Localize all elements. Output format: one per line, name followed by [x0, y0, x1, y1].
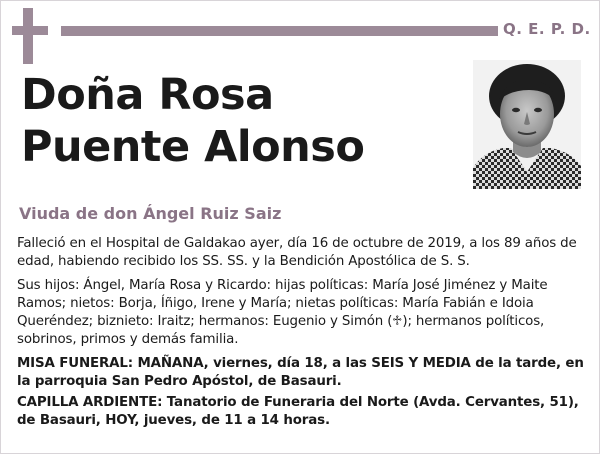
- family-list: Sus hijos: Ángel, María Rosa y Ricardo: hijas políticas: María José Jiménez y Maite Ramos; nietos: Borja, Íñigo, Irene y María; nietas políticas: María Fabián e Idoia Queréndez; biznieto: Iraitz; hermanos: Eugenio y Simón (♱); hermanos políticos, sobrinos, primos y demás familia.: [17, 278, 548, 347]
- chapel-info: CAPILLA ARDIENTE: Tanatorio de Funeraria del Norte (Avda. Cervantes, 51), de Basauri, HOY, jueves, de 11 a 14 horas.: [17, 395, 579, 428]
- portrait-photo: [473, 60, 581, 189]
- death-announcement: Falleció en el Hospital de Galdakao ayer, día 16 de octubre de 2019, a los 89 años de edad, habiendo recibido los SS. SS. y la Bendición Apostólica de S. S.: [17, 236, 577, 269]
- obituary-body: [17, 235, 587, 433]
- qepd-label: Q. E. P. D.: [503, 20, 591, 38]
- portrait-illustration: [473, 60, 581, 189]
- widow-of-subtitle: Viuda de don Ángel Ruiz Saiz: [19, 204, 282, 223]
- deceased-name: [21, 69, 461, 173]
- header-rule: [61, 26, 498, 36]
- name-line-1: Doña Rosa: [21, 70, 274, 120]
- name-line-2: Puente Alonso: [21, 122, 365, 172]
- cross-horizontal-bar: [12, 26, 48, 35]
- funeral-mass-info: MISA FUNERAL: MAÑANA, viernes, día 18, a las SEIS Y MEDIA de la tarde, en la parroquia San Pedro Apóstol, de Basauri.: [17, 356, 584, 389]
- cross-vertical-bar: [23, 8, 33, 64]
